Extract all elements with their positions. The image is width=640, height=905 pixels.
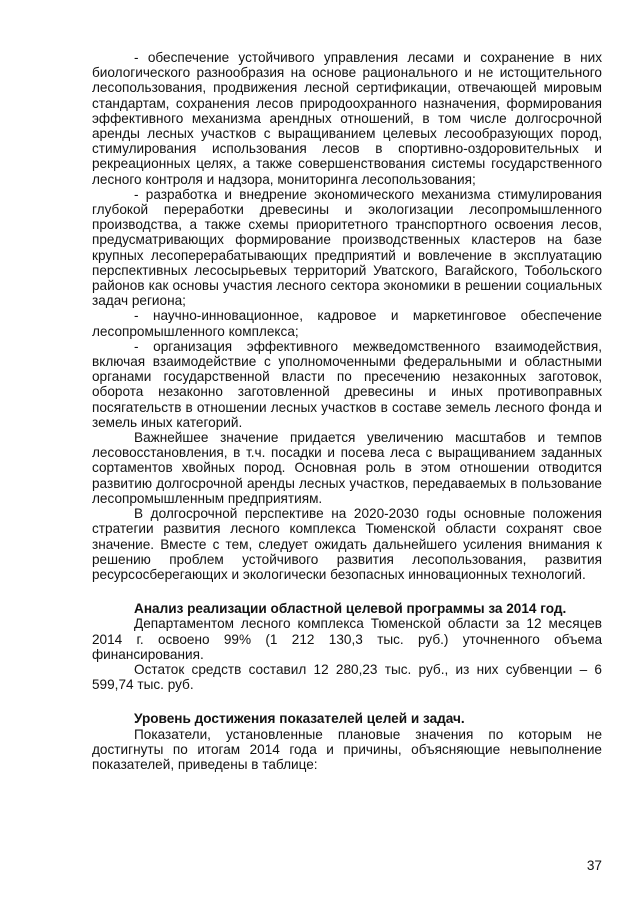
paragraph-interagency-cooperation: - организация эффективного межведомственного взаимодействия, включая взаимодействие с уполномоченными федеральными и областными органами государственной власти по пресечению незаконных заготовок, оборота незаконно заготовленной древесины и иных противоправных посягательств в отношении лесных участков в составе земель лесного фонда и земель иных категорий. xyxy=(92,338,602,430)
paragraph-economic-mechanism: - разработка и внедрение экономического механизма стимулирования глубокой переработки древесины и экологизации лесопромышленного производства, а также схемы приоритетного транспортного освоения лесов, предусматривающих формирование производственных кластеров на базе крупных лесоперерабатывающих предприятий и вовлечение в эксплуатацию перспективных лесосырьевых территорий Уватского, Вагайского, Тобольского районов как основы участия лесного сектора экономики в решении социальных задач региона; xyxy=(92,186,602,309)
paragraph-innovation-support: - научно-инновационное, кадровое и маркетинговое обеспечение лесопромышленного комплекса; xyxy=(92,308,602,339)
section-indicators xyxy=(92,711,602,772)
body-text xyxy=(92,50,602,582)
section-heading: Анализ реализации областной целевой программы за 2014 год. xyxy=(134,601,567,617)
paragraph-indicators-table-intro: Показатели, установленные плановые значения по которым не достигнуты по итогам 2014 года и причины, объясняющие невыполнение показателей, приведены в таблице: xyxy=(92,726,602,772)
paragraph-reforestation: Важнейшее значение придается увеличению масштабов и темпов лесовосстановления, в т.ч. посадки и посева леса с выращиванием заданных сортаментов хвойных пород. Основная роль в этом отношении отводится развитию долгосрочной аренды лесных участков, передаваемых в пользование лесопромышленным предприятиям. xyxy=(92,430,602,506)
section-heading: Уровень достижения показателей целей и задач. xyxy=(134,711,465,727)
section-program-analysis xyxy=(92,601,602,692)
paragraph-funding-spent: Департаментом лесного комплекса Тюменской области за 12 месяцев 2014 г. освоено 99% (1 212 130,3 тыс. руб.) уточненного объема финансирования. xyxy=(92,616,602,662)
page-number: 37 xyxy=(586,858,602,873)
paragraph-forest-management: - обеспечение устойчивого управления лесами и сохранение в них биологического разнообразия на основе рационального и не истощительного лесопользования, продвижения лесной сертификации, отвечающей мировым стандартам, сохранения лесов природоохранного назначения, формирования эффективного механизма арендных отношений, в том числе долгосрочной аренды лесных участков с выращиванием целевых лесообразующих пород, стимулирования использования лесов в спортивно-оздоровительных и рекреационных целях, а также совершенствования системы государственного лесного контроля и надзора, мониторинга лесопользования; xyxy=(92,50,602,187)
paragraph-long-term-outlook: В долгосрочной перспективе на 2020-2030 годы основные положения стратегии развития лесного комплекса Тюменской области сохранят свое значение. Вместе с тем, следует ожидать дальнейшего усиления внимания к решению проблем устойчивого развития лесопользования, развития ресурсосберегающих и экологически безопасных инновационных технологий. xyxy=(92,506,602,582)
paragraph-funds-remaining: Остаток средств составил 12 280,23 тыс. руб., из них субвенции – 6 599,74 тыс. руб. xyxy=(92,661,602,693)
